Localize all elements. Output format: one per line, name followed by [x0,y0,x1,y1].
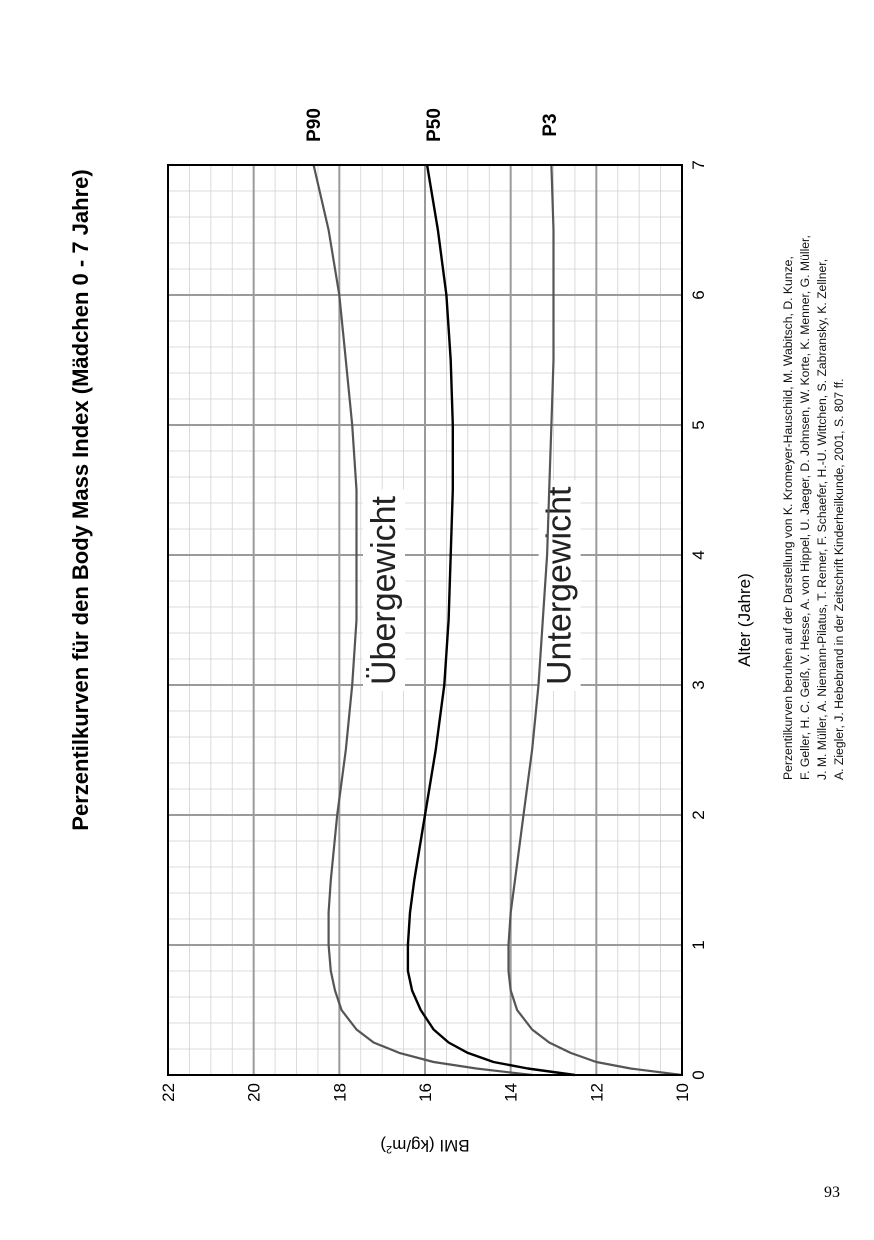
series-line-p3 [509,165,683,1075]
y-tick-label: 10 [673,1083,692,1102]
x-tick-label: 1 [689,940,708,950]
series-labels [304,108,561,142]
y-tick-label: 12 [587,1083,607,1102]
y-tick-label: 14 [501,1083,521,1102]
y-tick-label: 20 [244,1083,264,1102]
credit-line-1: Perzentilkurven beruhen auf der Darstellung von K. Kromeyer-Hauschild, M. Wabitsch, D. Kunze, [781,256,795,780]
credit-line-3: J. M. Müller, A. Niemann-Pilatus, T. Remer, F. Schaefer, H.-U. Wittchen, S. Zabransky, K. Zellner, [815,258,829,780]
series-label-p50: P50 [424,108,445,142]
chart-title: Perzentilkurven für den Body Mass Index (Mädchen 0 - 7 Jahre) [68,169,93,831]
x-tick-label: 7 [689,160,708,170]
x-tick-label: 0 [689,1070,708,1080]
x-tick-label: 3 [689,680,708,690]
major-grid [168,165,682,1075]
x-tick-label: 6 [689,290,708,300]
region-label-upper: Übergewicht [365,496,404,685]
page-number: 93 [824,1184,840,1201]
region-label-lower: Untergewicht [540,486,579,685]
series-label-p3: P3 [540,113,561,137]
credit-line-2: F. Geller, H. C. Geiß, V. Hesse, A. von Hippel, U. Jaeger, D. Johnsen, W. Korte, K. Menner, G. Müller, [798,235,812,780]
y-tick-labels [159,1083,692,1102]
x-axis-label: Alter (Jahre) [735,573,754,667]
credit-line-4: A. Ziegler, J. Hebebrand in der Zeitschrift Kinderheilkunde, 2001, S. 807 ff. [832,378,846,780]
series-line-p90 [314,165,532,1075]
series-label-p90: P90 [304,108,325,142]
y-axis-label: BMI $(kg/m^2)$ [380,1136,470,1155]
x-tick-label: 5 [689,420,708,430]
source-credit [781,235,846,780]
x-tick-label: 2 [689,810,708,820]
x-tick-label: 4 [689,550,708,560]
x-tick-labels [689,160,708,1079]
y-tick-label: 18 [330,1083,350,1102]
y-tick-label: 22 [159,1083,178,1102]
y-tick-label: 16 [416,1083,435,1102]
